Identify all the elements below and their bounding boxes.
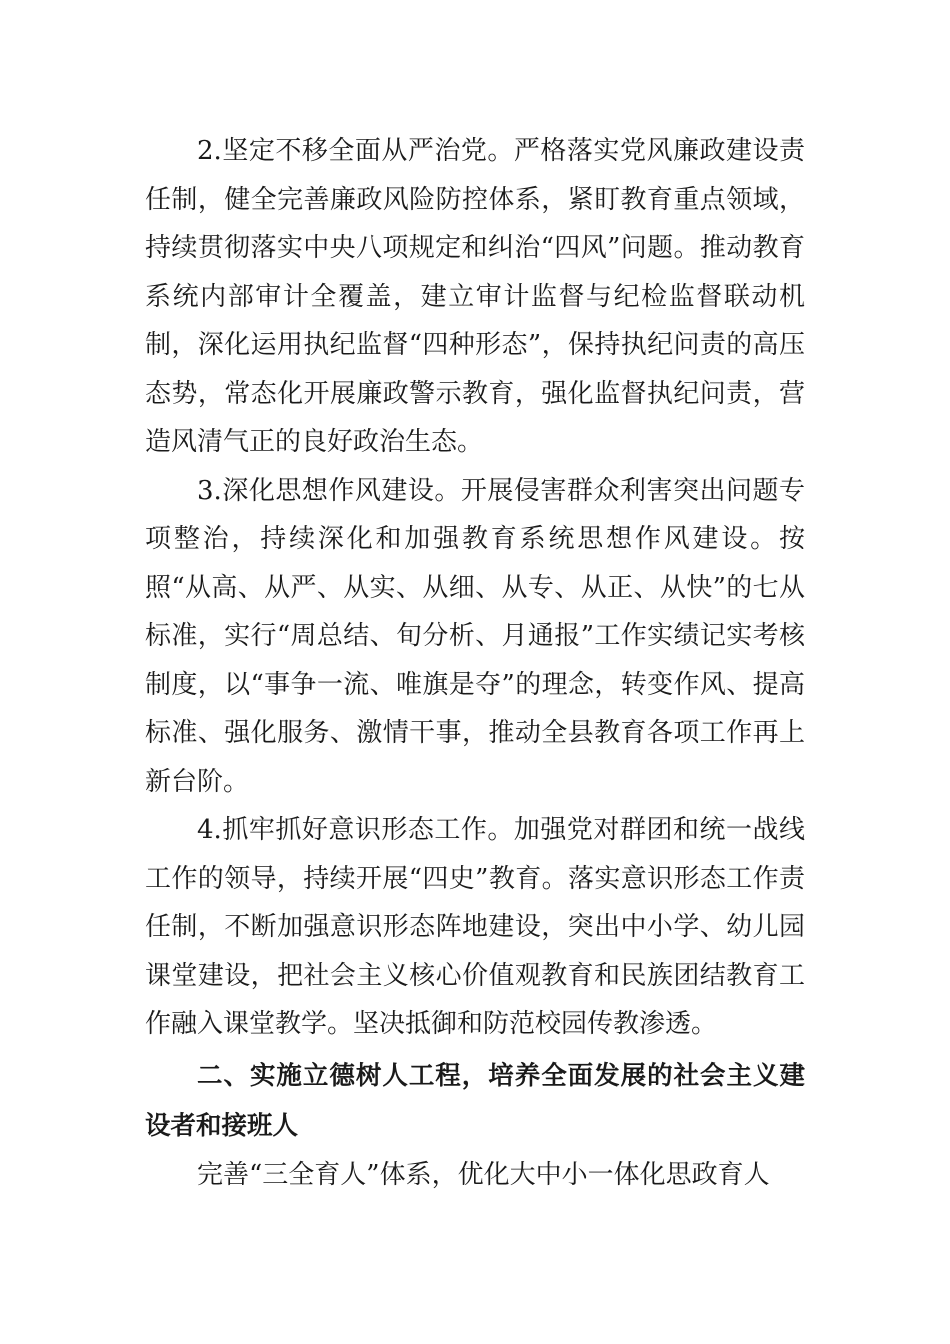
paragraph-work-style: 3.深化思想作风建设。开展侵害群众利害突出问题专项整治，持续深化和加强教育系统思想作风建设。按照“从高、从严、从实、从细、从专、从正、从快”的七从标准，实行“周总结、旬分析、月通报”工作实绩记实考核制度，以“事争一流、唯旗是夺”的理念，转变作风、提高标准、强化服务、激情干事，推动全县教育各项工作再上新台阶。	[145, 475, 805, 797]
paragraph-party-governance: 2.坚定不移全面从严治党。严格落实党风廉政建设责任制，健全完善廉政风险防控体系，紧盯教育重点领域，持续贯彻落实中央八项规定和纠治“四风”问题。推动教育系统内部审计全覆盖，建立审计监督与纪检监督联动机制，深化运用执纪监督“四种形态”，保持执纪问责的高压态势，常态化开展廉政警示教育，强化监督执纪问责，营造风清气正的良好政治生态。	[145, 136, 805, 457]
section-heading-two: 二、实施立德树人工程，培养全面发展的社会主义建设者和接班人	[145, 1060, 805, 1141]
document-page	[145, 127, 805, 1199]
paragraph-education-system: 完善“三全育人”体系，优化大中小一体化思政育人	[197, 1159, 770, 1190]
paragraph-ideology: 4.抓牢抓好意识形态工作。加强党对群团和统一战线工作的领导，持续开展“四史”教育。落实意识形态工作责任制，不断加强意识形态阵地建设，突出中小学、幼儿园课堂建设，把社会主义核心价值观教育和民族团结教育工作融入课堂教学。坚决抵御和防范校园传教渗透。	[145, 815, 805, 1039]
